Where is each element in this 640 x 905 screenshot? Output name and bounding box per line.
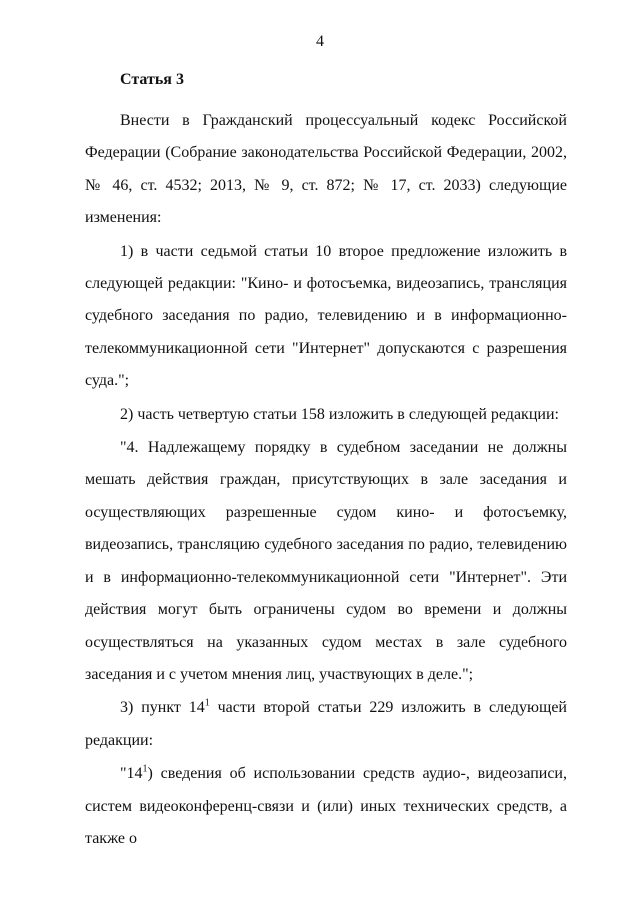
intro-paragraph: Внести в Гражданский процессуальный кодекс Российской Федерации (Собрание законодательства Российской Федерации, 2002, № 46, ст. 4532; 2013, № 9, ст. 872; № 17, ст. 2033) следующие изменения: (85, 112, 567, 227)
page-number: 4 (316, 33, 324, 50)
article-title: Статья 3 (120, 71, 184, 88)
amendment-item-3 (85, 692, 567, 757)
item-3-text-end: части второй статьи 229 изложить в следующей редакции: (85, 699, 567, 749)
amendment-item-1: 1) в части седьмой статьи 10 второе предложение изложить в следующей редакции: "Кино- и фотосъемка, видеозапись, трансляция судебного заседания по радио, телевидению и в информационно-телекоммуникационной сети "Интернет" допускаются с разрешения суда."; (85, 242, 567, 390)
item-3-quote-start: "14 (120, 765, 143, 783)
item-3-quote-superscript: 1 (142, 763, 148, 775)
amendment-item-2-quote: "4. Надлежащему порядку в судебном заседании не должны мешать действия граждан, присутствующих в зале заседания и осуществляющих разрешенные судом кино- и фотосъемку, видеозапись, трансляцию судебного заседания по радио, телевидению и в информационно-телекоммуникационной сети "Интернет". Эти действия могут быть ограничены судом во времени и должны осуществляться на указанных судом местах в зале судебного заседания и с учетом мнения лиц, участвующих в деле."; (85, 439, 567, 683)
item-3-superscript: 1 (204, 697, 210, 709)
amendment-item-2: 2) часть четвертую статьи 158 изложить в следующей редакции: (120, 405, 559, 423)
item-3-text-start: 3) пункт 14 (120, 699, 205, 717)
item-3-quote-end: ) сведения об использовании средств аудио-, видеозаписи, систем видеоконференц-связи и (или) иных технических средств, а также о (85, 765, 567, 847)
amendment-item-3-quote (85, 758, 567, 855)
document-body (85, 105, 567, 855)
